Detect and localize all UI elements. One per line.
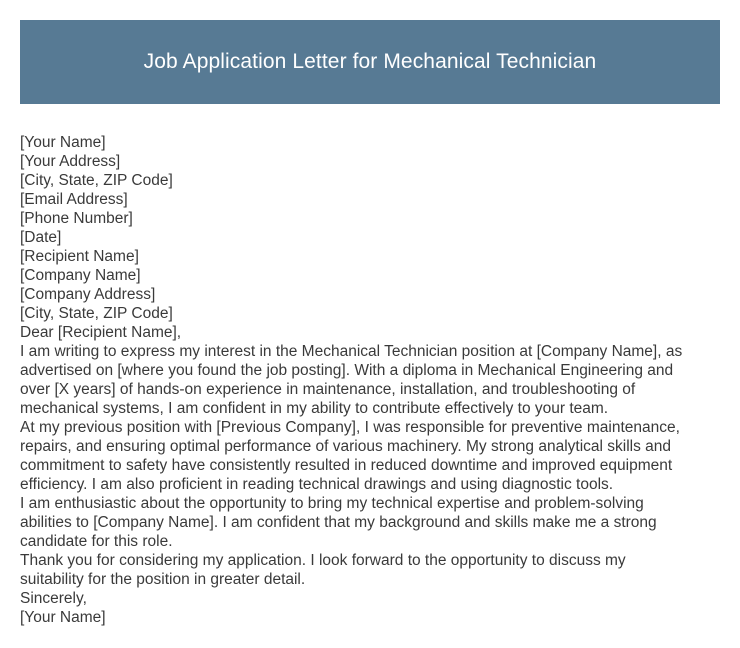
recipient-name: [Recipient Name]	[20, 248, 139, 265]
paragraph-line: suitability for the position in greater detail.	[20, 571, 306, 588]
paragraph-line: mechanical systems, I am confident in my ability to contribute effectively to your team.	[20, 400, 609, 417]
sender-phone: [Phone Number]	[20, 210, 133, 227]
paragraph-line: At my previous position with [Previous Company], I was responsible for preventive maintenance,	[20, 419, 680, 436]
paragraph-enthusiasm	[20, 494, 720, 551]
sender-email: [Email Address]	[20, 191, 128, 208]
page-title: Job Application Letter for Mechanical Technician	[143, 50, 597, 73]
recipient-city-state-zip: [City, State, ZIP Code]	[20, 305, 173, 322]
paragraph-line: I am writing to express my interest in the Mechanical Technician position at [Company Name], as	[20, 343, 683, 360]
paragraph-experience	[20, 418, 720, 494]
recipient-company-address: [Company Address]	[20, 286, 156, 303]
paragraph-line: abilities to [Company Name]. I am confident that my background and skills make me a strong	[20, 514, 657, 531]
recipient-company: [Company Name]	[20, 267, 141, 284]
letter-date: [Date]	[20, 229, 62, 246]
signature-name: [Your Name]	[20, 609, 106, 626]
title-banner	[20, 20, 720, 104]
letter-body	[20, 133, 720, 627]
paragraph-line: commitment to safety have consistently resulted in reduced downtime and improved equipment	[20, 457, 673, 474]
sender-city-state-zip: [City, State, ZIP Code]	[20, 172, 173, 189]
paragraph-line: over [X years] of hands-on experience in maintenance, installation, and troubleshooting of	[20, 381, 636, 398]
paragraph-interest	[20, 342, 720, 418]
paragraph-line: advertised on [where you found the job posting]. With a diploma in Mechanical Engineering and	[20, 362, 674, 379]
salutation: Dear [Recipient Name],	[20, 324, 182, 341]
paragraph-line: repairs, and ensuring optimal performance of various machinery. My strong analytical skills and	[20, 438, 672, 455]
paragraph-line: efficiency. I am also proficient in reading technical drawings and using diagnostic tools.	[20, 476, 614, 493]
paragraph-line: candidate for this role.	[20, 533, 173, 550]
sender-name: [Your Name]	[20, 134, 106, 151]
closing: Sincerely,	[20, 590, 87, 607]
paragraph-line: I am enthusiastic about the opportunity to bring my technical expertise and problem-solving	[20, 495, 644, 512]
paragraph-line: Thank you for considering my application. I look forward to the opportunity to discuss my	[20, 552, 626, 569]
sender-address: [Your Address]	[20, 153, 121, 170]
paragraph-thanks	[20, 551, 720, 589]
